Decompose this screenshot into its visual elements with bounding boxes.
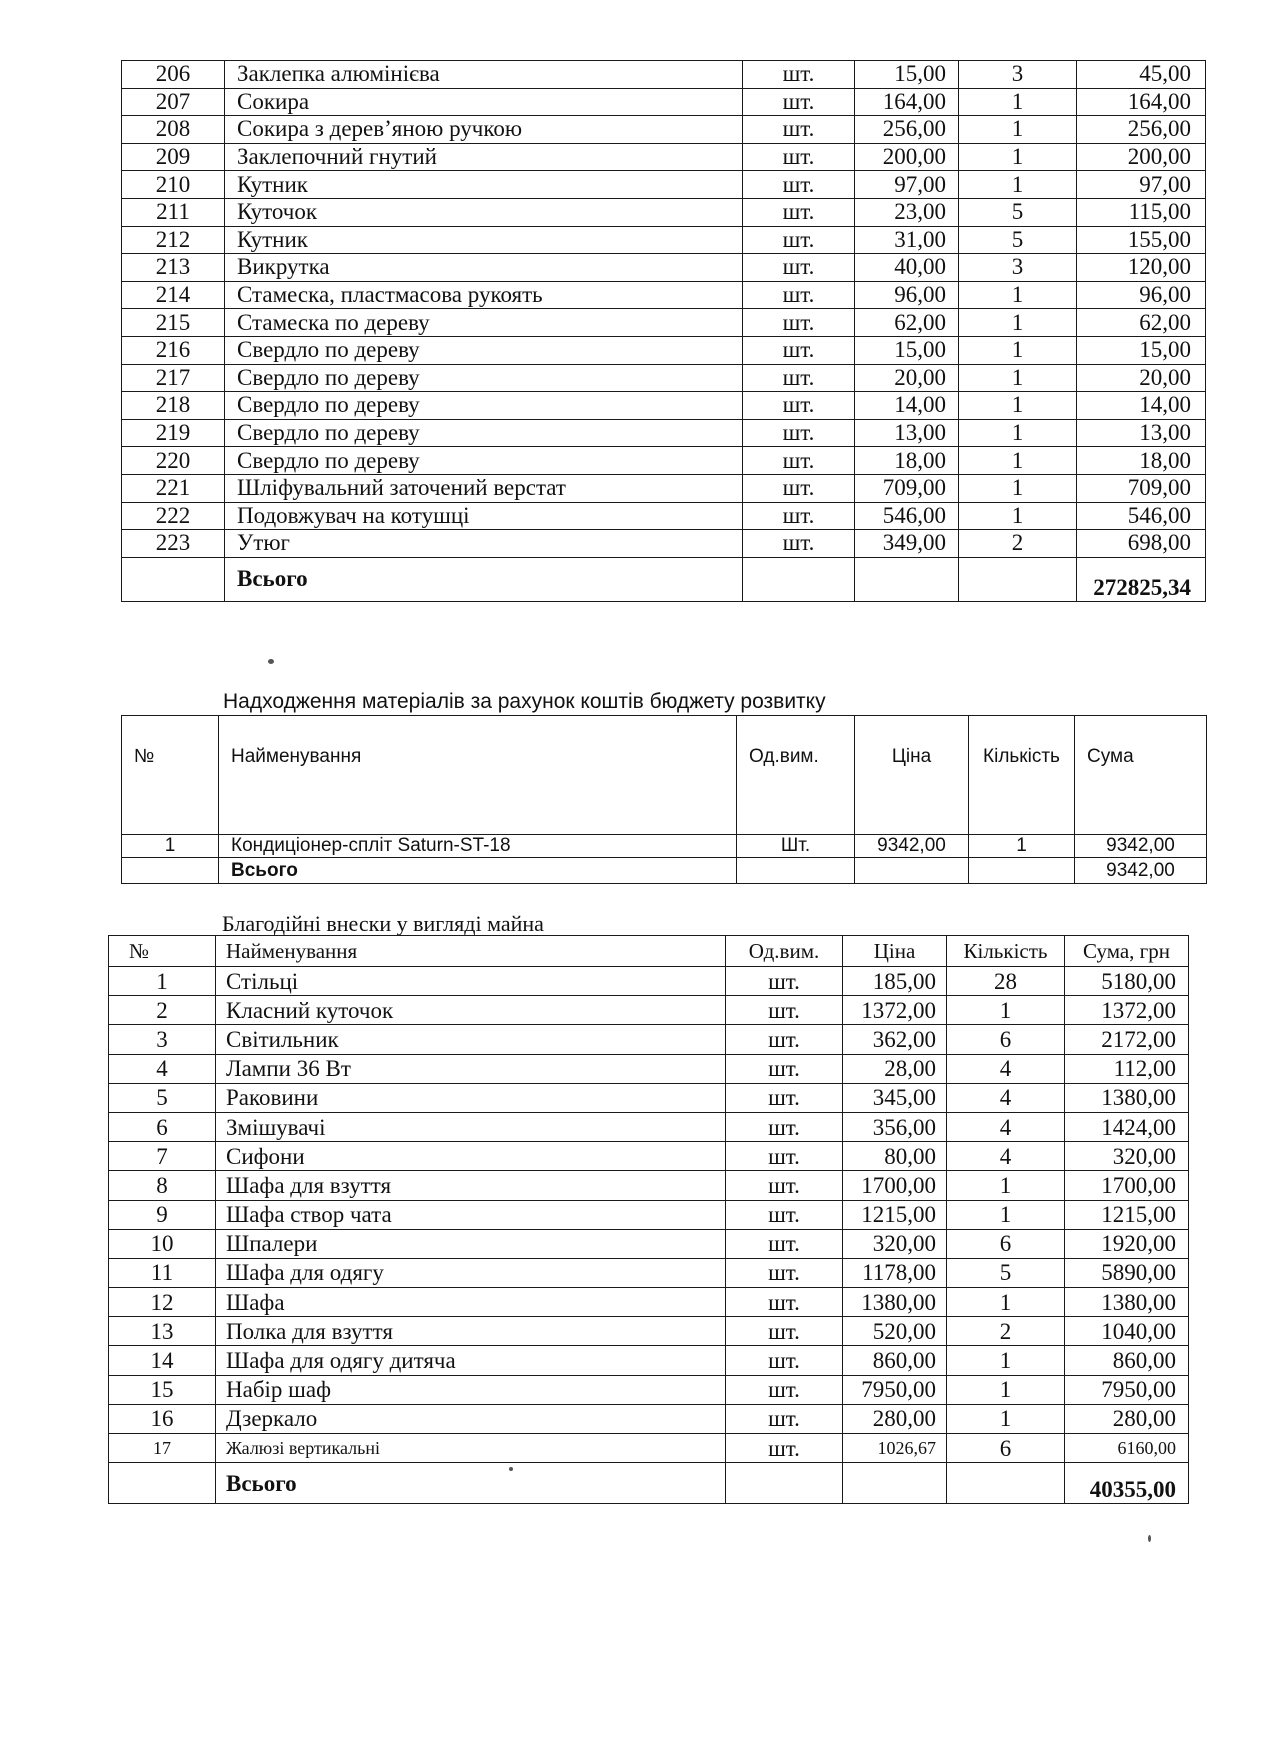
row-no: 11 [109,1258,216,1287]
row-sum: 20,00 [1077,364,1206,392]
row-unit: шт. [743,309,855,337]
row-unit: шт. [743,281,855,309]
row-sum: 164,00 [1077,88,1206,116]
row-no: 216 [122,336,225,364]
total-row [109,1463,1189,1504]
row-qty: 1 [959,502,1077,530]
row-name: Куточок [225,198,743,226]
table-row [122,61,1206,89]
row-name: Свердло по дереву [225,447,743,475]
row-qty: 1 [959,447,1077,475]
row-price: 164,00 [855,88,959,116]
header-sum: Сума [1075,716,1207,835]
header-name: Найменування [219,716,737,835]
header-price: Ціна [843,936,947,967]
row-price: 362,00 [843,1025,947,1054]
row-price: 15,00 [855,61,959,89]
row-price: 97,00 [855,171,959,199]
row-sum: 115,00 [1077,198,1206,226]
row-name: Стамеска по дереву [225,309,743,337]
row-sum: 9342,00 [1075,835,1207,858]
row-qty: 4 [947,1054,1065,1083]
row-no: 217 [122,364,225,392]
budget-materials-heading: Надходження матеріалів за рахунок коштів бюджету розвитку [223,690,826,713]
header-unit: Од.вим. [726,936,843,967]
row-price: 62,00 [855,309,959,337]
row-unit: шт. [743,254,855,282]
row-price: 200,00 [855,143,959,171]
row-qty: 1 [947,996,1065,1025]
row-qty: 4 [947,1112,1065,1141]
row-sum: 1920,00 [1065,1229,1189,1258]
row-qty: 1 [959,309,1077,337]
row-name: Свердло по дереву [225,336,743,364]
scan-speck [1148,1535,1151,1542]
row-unit: шт. [743,474,855,502]
row-qty: 4 [947,1083,1065,1112]
row-price: 345,00 [843,1083,947,1112]
row-name: Шліфувальний заточений верстат [225,474,743,502]
table-row [122,419,1206,447]
row-name: Кутник [225,171,743,199]
row-no: 7 [109,1142,216,1171]
total-label: Всього [225,557,743,601]
row-no: 210 [122,171,225,199]
row-qty: 1 [959,419,1077,447]
row-qty: 1 [959,116,1077,144]
row-price: 18,00 [855,447,959,475]
row-name: Заклепка алюмінієва [225,61,743,89]
row-name: Подовжувач на котушці [225,502,743,530]
table-row [109,1434,1189,1463]
table-row [122,254,1206,282]
row-no: 222 [122,502,225,530]
row-name: Стамеска, пластмасова рукоять [225,281,743,309]
charity-donations-table [108,935,1189,1504]
row-no: 214 [122,281,225,309]
header-no: № [109,936,216,967]
table-row [109,1142,1189,1171]
row-unit: шт. [726,1258,843,1287]
row-unit: шт. [726,1200,843,1229]
row-price: 1380,00 [843,1288,947,1317]
row-sum: 120,00 [1077,254,1206,282]
table-row [122,281,1206,309]
table-row [122,835,1207,858]
row-sum: 7950,00 [1065,1375,1189,1404]
row-price: 546,00 [855,502,959,530]
row-qty: 1 [947,1375,1065,1404]
row-unit: шт. [726,1054,843,1083]
row-sum: 1380,00 [1065,1083,1189,1112]
table-row [109,1288,1189,1317]
row-price: 256,00 [855,116,959,144]
total-label: Всього [219,858,737,884]
table-row [122,309,1206,337]
row-sum: 112,00 [1065,1054,1189,1083]
row-unit: шт. [743,171,855,199]
table-row [109,1258,1189,1287]
row-no: 3 [109,1025,216,1054]
row-no: 213 [122,254,225,282]
row-sum: 13,00 [1077,419,1206,447]
table-row [122,336,1206,364]
table-row [109,1112,1189,1141]
empty-cell [726,1463,843,1504]
row-qty: 6 [947,1025,1065,1054]
row-price: 96,00 [855,281,959,309]
row-unit: шт. [743,116,855,144]
row-qty: 1 [947,1404,1065,1433]
row-name: Жалюзі вертикальні [216,1434,726,1463]
total-label: Всього [216,1463,726,1504]
row-unit: шт. [726,996,843,1025]
materials-table-continued [121,60,1206,602]
row-no: 6 [109,1112,216,1141]
row-sum: 200,00 [1077,143,1206,171]
row-name: Шафа для одягу дитяча [216,1346,726,1375]
row-unit: шт. [726,1288,843,1317]
table-row [122,502,1206,530]
row-sum: 320,00 [1065,1142,1189,1171]
row-qty: 6 [947,1229,1065,1258]
row-unit: шт. [726,1112,843,1141]
row-sum: 1215,00 [1065,1200,1189,1229]
header-unit: Од.вим. [737,716,855,835]
table-row [109,1054,1189,1083]
row-unit: шт. [743,502,855,530]
row-sum: 860,00 [1065,1346,1189,1375]
row-price: 20,00 [855,364,959,392]
row-unit: шт. [743,198,855,226]
row-sum: 280,00 [1065,1404,1189,1433]
row-unit: Шт. [737,835,855,858]
row-no: 2 [109,996,216,1025]
row-unit: шт. [743,530,855,558]
row-price: 9342,00 [855,835,969,858]
row-no: 10 [109,1229,216,1258]
row-unit: шт. [726,1229,843,1258]
row-price: 185,00 [843,967,947,996]
row-sum: 14,00 [1077,392,1206,420]
row-no: 17 [109,1434,216,1463]
row-qty: 5 [959,198,1077,226]
row-qty: 1 [947,1346,1065,1375]
table-row [109,1317,1189,1346]
table-row [122,364,1206,392]
total-sum: 40355,00 [1065,1463,1189,1504]
row-unit: шт. [726,1142,843,1171]
table-header-row [122,716,1207,835]
row-name: Сокира з дерев’яною ручкою [225,116,743,144]
table-row [109,1200,1189,1229]
row-name: Дзеркало [216,1404,726,1433]
row-qty: 2 [959,530,1077,558]
table-row [109,1083,1189,1112]
table-row [122,171,1206,199]
row-name: Кондиціонер-спліт Saturn-ST-18 [219,835,737,858]
row-name: Раковини [216,1083,726,1112]
table-row [122,447,1206,475]
row-qty: 4 [947,1142,1065,1171]
row-no: 13 [109,1317,216,1346]
header-qty: Кількість [969,716,1075,835]
row-unit: шт. [726,1404,843,1433]
row-no: 207 [122,88,225,116]
row-name: Заклепочний гнутий [225,143,743,171]
row-name: Набір шаф [216,1375,726,1404]
charity-donations-heading: Благодійні внески у вигляді майна [222,911,544,936]
row-name: Класний куточок [216,996,726,1025]
empty-cell [855,557,959,601]
row-sum: 256,00 [1077,116,1206,144]
header-name: Найменування [216,936,726,967]
row-name: Шафа створ чата [216,1200,726,1229]
row-price: 1700,00 [843,1171,947,1200]
row-sum: 62,00 [1077,309,1206,337]
row-unit: шт. [726,1434,843,1463]
row-unit: шт. [743,447,855,475]
table-row [109,1025,1189,1054]
row-sum: 96,00 [1077,281,1206,309]
row-name: Лампи 36 Вт [216,1054,726,1083]
row-price: 520,00 [843,1317,947,1346]
row-sum: 698,00 [1077,530,1206,558]
table-row [122,88,1206,116]
row-name: Утюг [225,530,743,558]
row-qty: 6 [947,1434,1065,1463]
row-no: 9 [109,1200,216,1229]
row-qty: 1 [947,1288,1065,1317]
row-name: Сифони [216,1142,726,1171]
row-unit: шт. [726,1025,843,1054]
row-sum: 5180,00 [1065,967,1189,996]
row-sum: 2172,00 [1065,1025,1189,1054]
row-price: 23,00 [855,198,959,226]
table-row [109,1375,1189,1404]
row-no: 1 [122,835,219,858]
row-name: Свердло по дереву [225,419,743,447]
row-qty: 1 [959,281,1077,309]
row-qty: 5 [947,1258,1065,1287]
row-name: Свердло по дереву [225,392,743,420]
row-sum: 155,00 [1077,226,1206,254]
row-qty: 3 [959,254,1077,282]
empty-cell [947,1463,1065,1504]
row-price: 1026,67 [843,1434,947,1463]
table-row [122,226,1206,254]
row-unit: шт. [743,226,855,254]
row-price: 349,00 [855,530,959,558]
table-row [109,1404,1189,1433]
row-price: 14,00 [855,392,959,420]
row-qty: 2 [947,1317,1065,1346]
row-qty: 1 [969,835,1075,858]
row-no: 15 [109,1375,216,1404]
row-unit: шт. [726,1375,843,1404]
row-sum: 97,00 [1077,171,1206,199]
row-price: 1178,00 [843,1258,947,1287]
empty-cell [743,557,855,601]
header-qty: Кількість [947,936,1065,967]
row-sum: 546,00 [1077,502,1206,530]
row-name: Шафа [216,1288,726,1317]
row-price: 320,00 [843,1229,947,1258]
empty-cell [959,557,1077,601]
row-qty: 1 [959,171,1077,199]
row-no: 206 [122,61,225,89]
row-unit: шт. [743,364,855,392]
row-sum: 1424,00 [1065,1112,1189,1141]
row-price: 860,00 [843,1346,947,1375]
row-no: 8 [109,1171,216,1200]
row-qty: 1 [959,392,1077,420]
row-no: 208 [122,116,225,144]
row-qty: 3 [959,61,1077,89]
row-price: 31,00 [855,226,959,254]
row-name: Шафа для одягу [216,1258,726,1287]
table-row [109,996,1189,1025]
row-sum: 5890,00 [1065,1258,1189,1287]
row-price: 1372,00 [843,996,947,1025]
row-no: 221 [122,474,225,502]
row-price: 709,00 [855,474,959,502]
table-row [122,530,1206,558]
header-sum: Сума, грн [1065,936,1189,967]
header-no: № [122,716,219,835]
row-sum: 15,00 [1077,336,1206,364]
row-unit: шт. [743,392,855,420]
row-no: 223 [122,530,225,558]
row-price: 80,00 [843,1142,947,1171]
row-name: Полка для взуття [216,1317,726,1346]
row-unit: шт. [726,1346,843,1375]
row-name: Змішувачі [216,1112,726,1141]
row-name: Шафа для взуття [216,1171,726,1200]
table-row [122,143,1206,171]
row-sum: 18,00 [1077,447,1206,475]
table-row [122,116,1206,144]
row-name: Викрутка [225,254,743,282]
row-no: 220 [122,447,225,475]
row-no: 12 [109,1288,216,1317]
total-sum: 9342,00 [1075,858,1207,884]
row-sum: 6160,00 [1065,1434,1189,1463]
row-no: 219 [122,419,225,447]
row-price: 28,00 [843,1054,947,1083]
row-name: Світильник [216,1025,726,1054]
table-row [122,392,1206,420]
row-qty: 1 [959,474,1077,502]
row-qty: 1 [959,336,1077,364]
table-header-row [109,936,1189,967]
row-price: 40,00 [855,254,959,282]
row-name: Свердло по дереву [225,364,743,392]
row-price: 356,00 [843,1112,947,1141]
row-sum: 1040,00 [1065,1317,1189,1346]
table-row [109,1346,1189,1375]
budget-materials-table [121,715,1207,884]
row-unit: шт. [726,1083,843,1112]
row-no: 1 [109,967,216,996]
row-name: Сокира [225,88,743,116]
row-qty: 5 [959,226,1077,254]
row-price: 15,00 [855,336,959,364]
table-row [109,967,1189,996]
row-unit: шт. [726,967,843,996]
total-row [122,557,1206,601]
table-row [109,1229,1189,1258]
row-unit: шт. [743,61,855,89]
row-unit: шт. [743,419,855,447]
row-unit: шт. [743,88,855,116]
row-no: 4 [109,1054,216,1083]
row-qty: 1 [947,1171,1065,1200]
scan-speck [509,1467,513,1471]
row-qty: 1 [959,364,1077,392]
row-no: 211 [122,198,225,226]
row-no: 14 [109,1346,216,1375]
row-price: 280,00 [843,1404,947,1433]
table-row [109,1171,1189,1200]
table-row [122,474,1206,502]
scan-speck [268,659,274,664]
row-price: 7950,00 [843,1375,947,1404]
row-sum: 1380,00 [1065,1288,1189,1317]
row-qty: 1 [947,1200,1065,1229]
row-qty: 1 [959,88,1077,116]
row-no: 5 [109,1083,216,1112]
row-name: Кутник [225,226,743,254]
row-unit: шт. [743,143,855,171]
row-sum: 45,00 [1077,61,1206,89]
row-no: 209 [122,143,225,171]
row-no: 218 [122,392,225,420]
total-row [122,858,1207,884]
row-unit: шт. [726,1171,843,1200]
row-qty: 1 [959,143,1077,171]
row-price: 1215,00 [843,1200,947,1229]
empty-cell [843,1463,947,1504]
row-unit: шт. [743,336,855,364]
row-name: Шпалери [216,1229,726,1258]
row-no: 212 [122,226,225,254]
header-price: Ціна [855,716,969,835]
row-no: 16 [109,1404,216,1433]
row-sum: 1372,00 [1065,996,1189,1025]
row-sum: 709,00 [1077,474,1206,502]
row-sum: 1700,00 [1065,1171,1189,1200]
row-name: Стільці [216,967,726,996]
table-row [122,198,1206,226]
row-no: 215 [122,309,225,337]
total-sum: 272825,34 [1077,557,1206,601]
row-price: 13,00 [855,419,959,447]
row-unit: шт. [726,1317,843,1346]
empty-cell [109,1463,216,1504]
row-qty: 28 [947,967,1065,996]
empty-cell [122,557,225,601]
